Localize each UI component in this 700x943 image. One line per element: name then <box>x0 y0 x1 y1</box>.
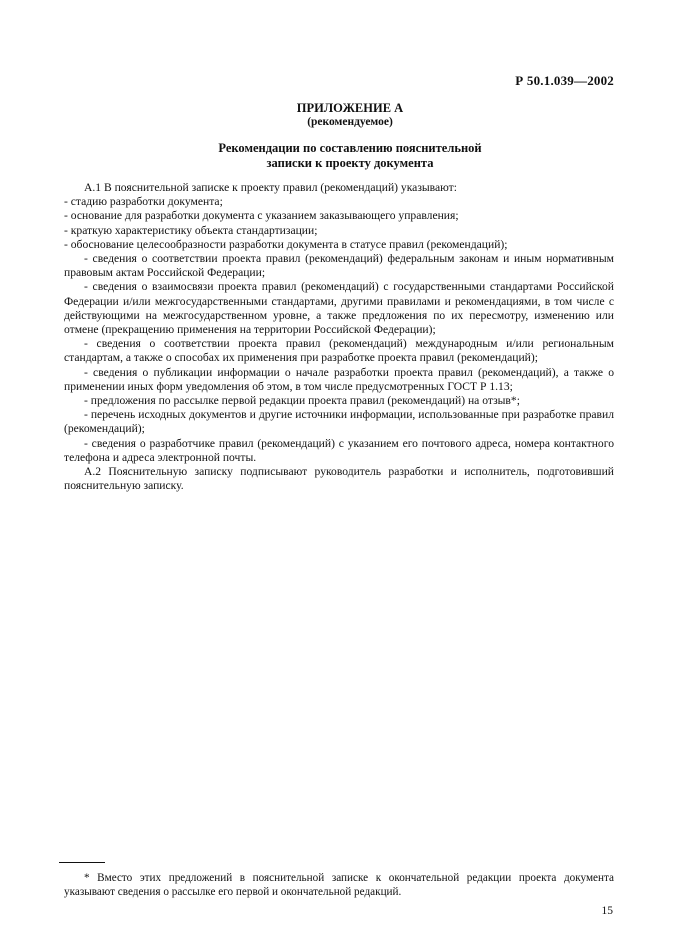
section-title-line-2: записки к проекту документа <box>266 156 434 170</box>
list-item: - сведения о взаимосвязи проекта правил (рекомендаций) с государственными стандартами Российской Федерации и/или межгосударственными стандартами, другими правилами и рекомендациями, в том числе с действующими на межгосударственном уровне, а также предложения по их пересмотру, изменению или отмене (прекращению применения на территории Российской Федерации); <box>64 280 614 337</box>
paragraph-a1: А.1 В пояснительной записке к проекту правил (рекомендаций) указывают: <box>84 181 457 194</box>
list-item: - перечень исходных документов и другие источники информации, использованные при разработке правил (рекомендаций); <box>64 408 614 436</box>
footnote: * Вместо этих предложений в пояснительной записке к окончательной редакции проекта документа указывают сведения о рассылке его первой и окончательной редакций. <box>64 872 614 898</box>
list-item: - сведения о публикации информации о начале разработки проекта правил (рекомендаций), а также о применении иных форм уведомления об этом, в том числе предусмотренных ГОСТ Р 1.13; <box>64 365 614 393</box>
body-text <box>64 181 614 493</box>
list-item: - предложения по рассылке первой редакции проекта правил (рекомендаций) на отзыв*; <box>84 394 520 408</box>
section-title <box>0 141 700 171</box>
list-item: - стадию разработки документа; <box>64 195 223 209</box>
list-item: - основание для разработки документа с указанием заказывающего управления; <box>64 209 459 223</box>
document-code: Р 50.1.039—2002 <box>515 73 614 88</box>
paragraph-a2: А.2 Пояснительную записку подписывают руководитель разработки и исполнитель, подготовивший пояснительную записку. <box>64 465 614 493</box>
list-item: - обоснование целесообразности разработки документа в статусе правил (рекомендаций); <box>64 237 508 251</box>
appendix-heading <box>0 101 700 129</box>
appendix-title: ПРИЛОЖЕНИЕ А <box>296 101 404 115</box>
section-title-line-1: Рекомендации по составлению пояснительной <box>218 141 482 155</box>
list-item: - краткую характеристику объекта стандартизации; <box>64 223 318 237</box>
list-item: - сведения о соответствии проекта правил (рекомендаций) федеральным законам и иным нормативным правовым актам Российской Федерации; <box>64 252 614 280</box>
list-item: - сведения о разработчике правил (рекомендаций) с указанием его почтового адреса, номера контактного телефона и адреса электронной почты. <box>64 436 614 464</box>
footnote-divider <box>59 862 105 863</box>
appendix-subtitle: (рекомендуемое) <box>307 116 393 128</box>
page-number: 15 <box>601 905 613 917</box>
list-item: - сведения о соответствии проекта правил (рекомендаций) международным и/или региональным стандартам, а также о способах их применения при разработке проекта правил (рекомендаций); <box>64 337 614 365</box>
